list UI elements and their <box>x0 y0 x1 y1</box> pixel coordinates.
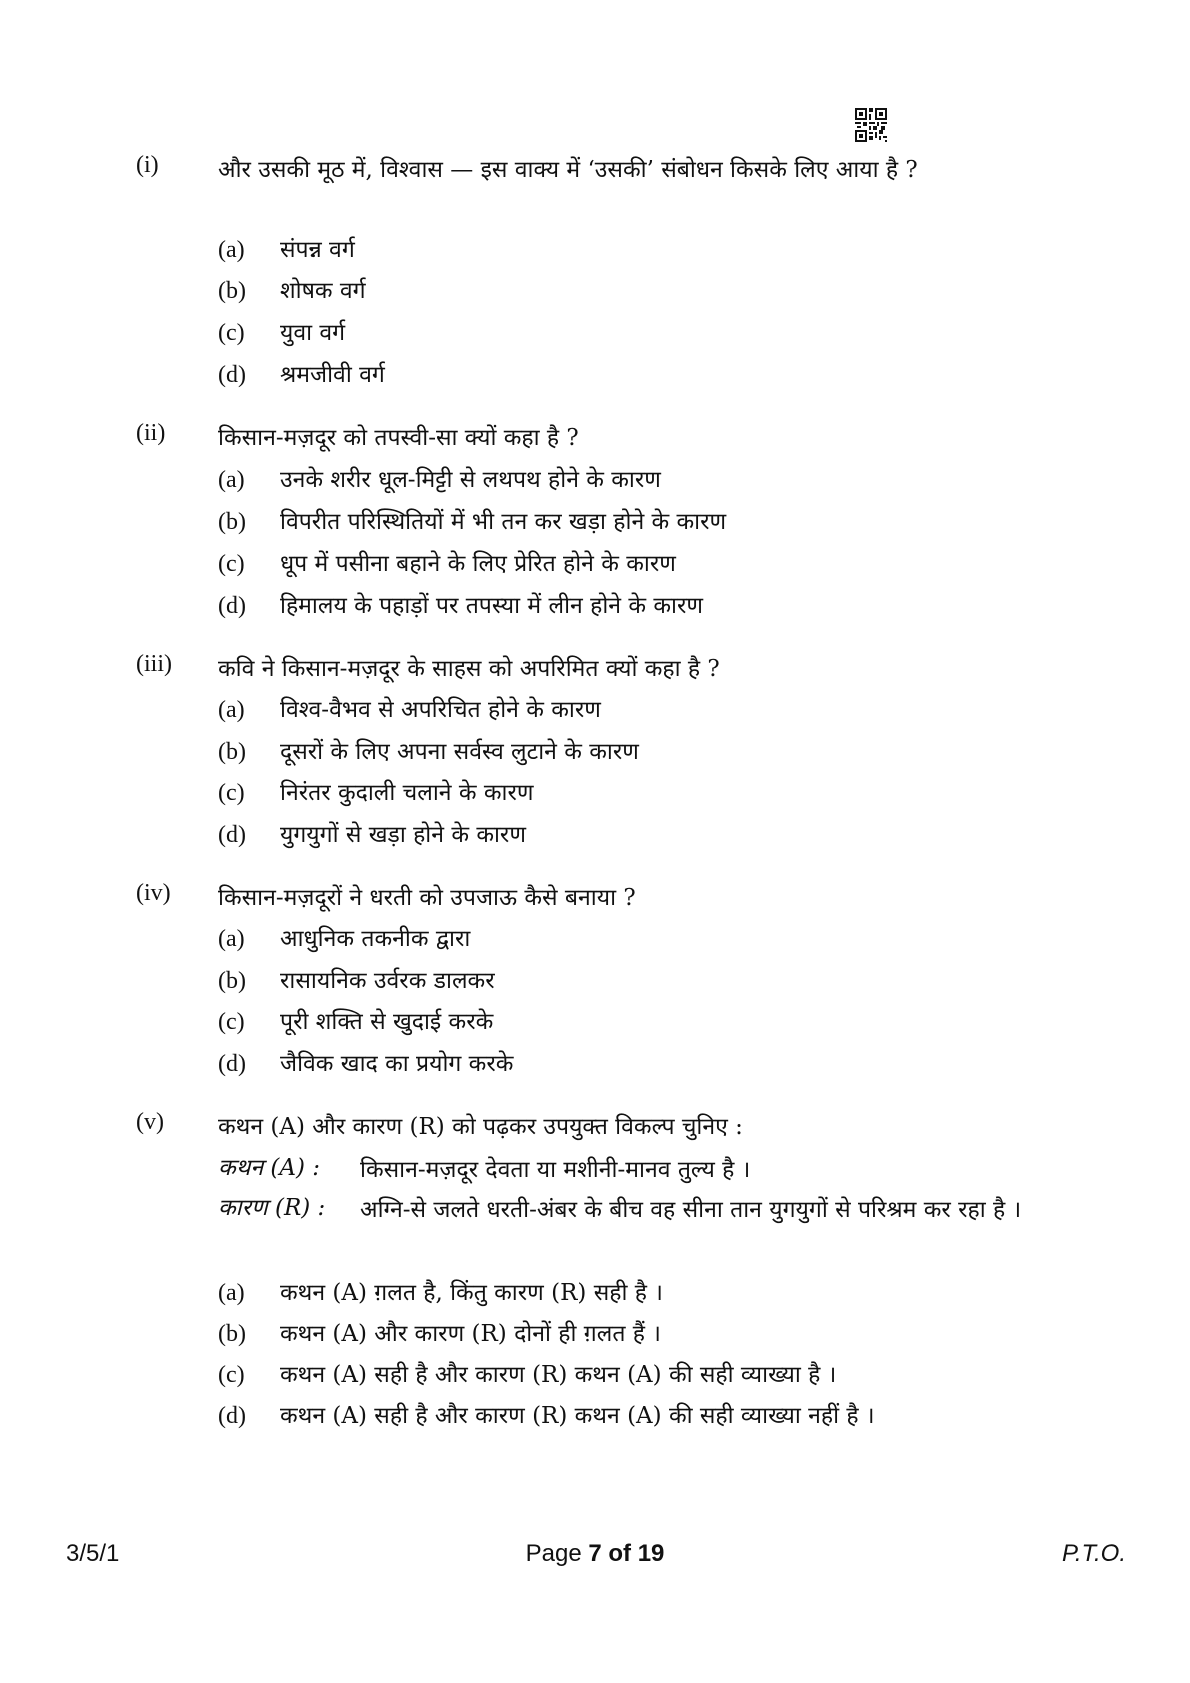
option-text: रासायनिक उर्वरक डालकर <box>280 968 495 994</box>
option-c: (c) धूप में पसीना बहाने के लिए प्रेरित होने के कारण <box>218 551 676 577</box>
pto-label: P.T.O. <box>1061 1540 1126 1567</box>
option-text: कथन (A) ग़लत है, किंतु कारण (R) सही है । <box>280 1280 663 1306</box>
option-text: पूरी शक्ति से खुदाई करके <box>280 1009 494 1035</box>
option-text: श्रमजीवी वर्ग <box>280 362 385 388</box>
option-d: (d) युगयुगों से खड़ा होने के कारण <box>218 822 526 848</box>
option-text: विपरीत परिस्थितियों में भी तन कर खड़ा होने के कारण <box>280 509 727 535</box>
option-text: युवा वर्ग <box>280 320 346 346</box>
option-text: आधुनिक तकनीक द्वारा <box>280 926 471 952</box>
assertion-label: कथन (A) : <box>218 1155 321 1181</box>
page-indicator: Page 7 of 19 <box>525 1540 665 1567</box>
option-text: कथन (A) सही है और कारण (R) कथन (A) की सही व्याख्या नहीं है । <box>280 1403 875 1429</box>
option-a: (a) विश्व-वैभव से अपरिचित होने के कारण <box>218 697 601 723</box>
option-text: निरंतर कुदाली चलाने के कारण <box>280 780 534 806</box>
option-b: (b) कथन (A) और कारण (R) दोनों ही ग़लत हैं । <box>218 1321 661 1347</box>
option-d: (d) जैविक खाद का प्रयोग करके <box>218 1051 514 1077</box>
reason-text: अग्नि-से जलते धरती-अंबर के बीच वह सीना तान युगयुगों से परिश्रम कर रहा है । <box>360 1197 1022 1223</box>
option-a: (a) संपन्न वर्ग <box>218 237 355 263</box>
option-text: विश्व-वैभव से अपरिचित होने के कारण <box>280 697 601 723</box>
question-number: (ii) <box>136 420 166 446</box>
option-b: (b) दूसरों के लिए अपना सर्वस्व लुटाने के कारण <box>218 739 639 765</box>
option-d: (d) कथन (A) सही है और कारण (R) कथन (A) की सही व्याख्या नहीं है । <box>218 1403 875 1429</box>
option-c: (c) युवा वर्ग <box>218 320 346 346</box>
option-text: युगयुगों से खड़ा होने के कारण <box>280 822 526 848</box>
option-text: शोषक वर्ग <box>280 278 366 304</box>
question-text: कथन (A) और कारण (R) को पढ़कर उपयुक्त विकल्प चुनिए : <box>218 1114 743 1140</box>
option-text: दूसरों के लिए अपना सर्वस्व लुटाने के कारण <box>280 739 639 765</box>
paper-code: 3/5/1 <box>66 1540 120 1567</box>
option-b: (b) रासायनिक उर्वरक डालकर <box>218 968 495 994</box>
assertion-text: किसान-मज़दूर देवता या मशीनी-मानव तुल्य है । <box>360 1157 751 1183</box>
option-a: (a) कथन (A) ग़लत है, किंतु कारण (R) सही है । <box>218 1280 663 1306</box>
option-text: कथन (A) सही है और कारण (R) कथन (A) की सही व्याख्या है । <box>280 1362 837 1388</box>
option-text: संपन्न वर्ग <box>280 237 355 263</box>
reason-label: कारण (R) : <box>218 1195 326 1221</box>
assertion-row <box>218 1150 1080 1190</box>
question-number: (i) <box>136 152 159 178</box>
option-text: उनके शरीर धूल-मिट्टी से लथपथ होने के कारण <box>280 467 661 493</box>
reason-row <box>218 1190 1080 1230</box>
option-a: (a) उनके शरीर धूल-मिट्टी से लथपथ होने के कारण <box>218 467 661 493</box>
question-text: किसान-मज़दूर को तपस्वी-सा क्यों कहा है ? <box>218 425 579 451</box>
option-text: हिमालय के पहाड़ों पर तपस्या में लीन होने के कारण <box>280 593 703 619</box>
option-text: कथन (A) और कारण (R) दोनों ही ग़लत हैं । <box>280 1321 661 1347</box>
option-c: (c) कथन (A) सही है और कारण (R) कथन (A) की सही व्याख्या है । <box>218 1362 837 1388</box>
question-number: (v) <box>136 1109 164 1135</box>
question-text: कवि ने किसान-मज़दूर के साहस को अपरिमित क्यों कहा है ? <box>218 656 720 682</box>
question-text: और उसकी मूठ में, विश्वास — इस वाक्य में ‘उसकी’ संबोधन किसके लिए आया है ? <box>218 157 918 183</box>
option-d: (d) श्रमजीवी वर्ग <box>218 362 385 388</box>
total-pages: 19 <box>637 1540 665 1567</box>
option-c: (c) निरंतर कुदाली चलाने के कारण <box>218 780 534 806</box>
option-a: (a) आधुनिक तकनीक द्वारा <box>218 926 471 952</box>
qr-code-icon <box>855 108 887 142</box>
question-number: (iv) <box>136 880 171 906</box>
option-d: (d) हिमालय के पहाड़ों पर तपस्या में लीन होने के कारण <box>218 593 703 619</box>
option-b: (b) शोषक वर्ग <box>218 278 366 304</box>
question-number: (iii) <box>136 651 172 677</box>
current-page: 7 <box>588 1540 602 1567</box>
option-c: (c) पूरी शक्ति से खुदाई करके <box>218 1009 494 1035</box>
option-text: जैविक खाद का प्रयोग करके <box>280 1051 514 1077</box>
option-text: धूप में पसीना बहाने के लिए प्रेरित होने के कारण <box>280 551 676 577</box>
question-text: किसान-मज़दूरों ने धरती को उपजाऊ कैसे बनाया ? <box>218 885 636 911</box>
option-b: (b) विपरीत परिस्थितियों में भी तन कर खड़ा होने के कारण <box>218 509 727 535</box>
